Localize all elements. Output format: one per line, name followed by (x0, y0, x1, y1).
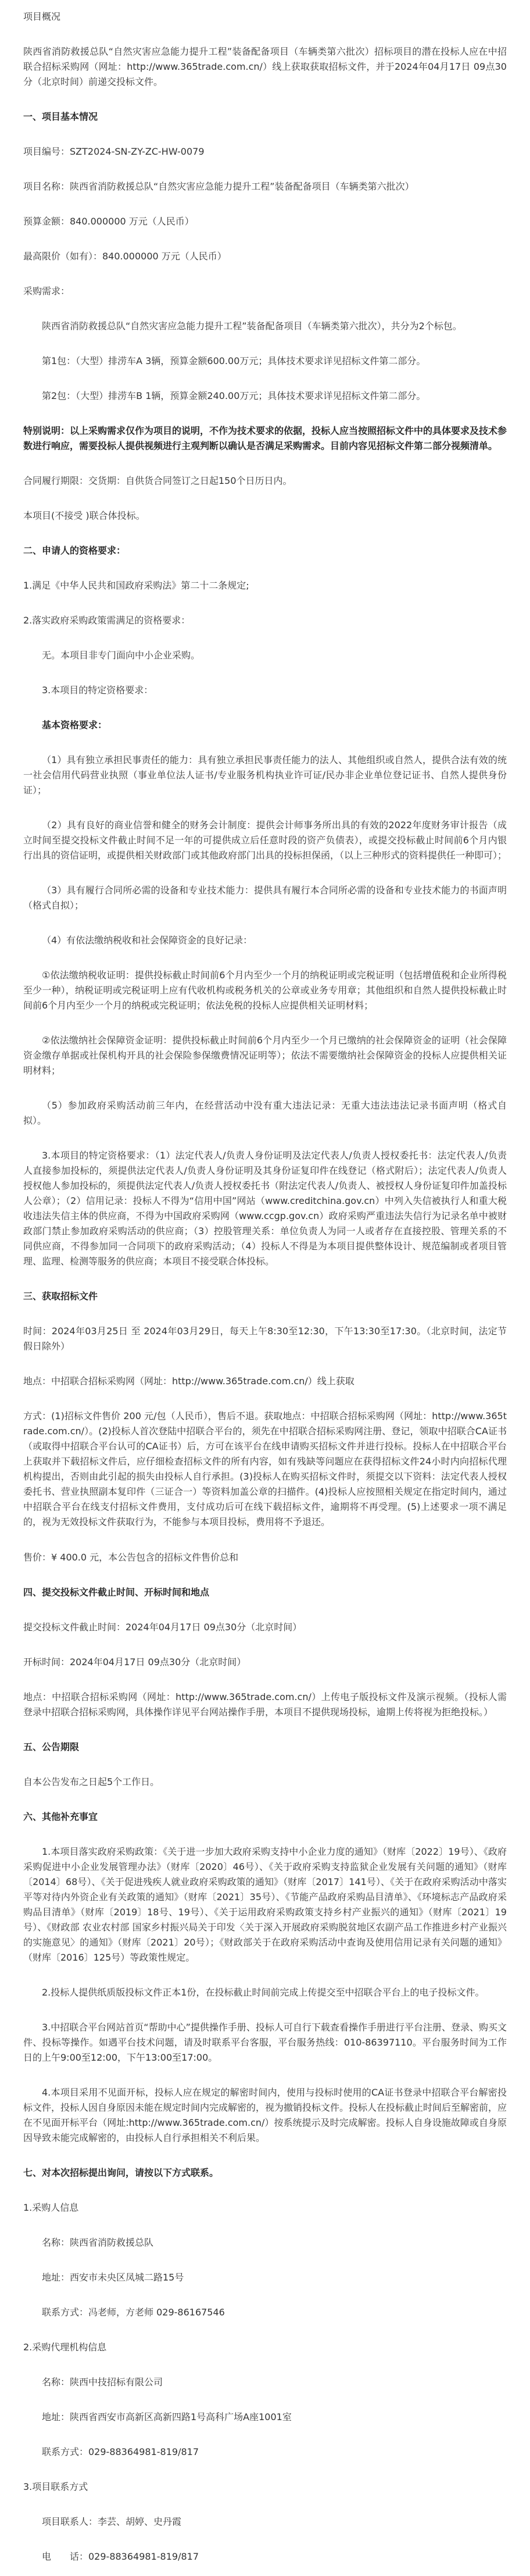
document-paragraph: （2）具有良好的商业信誉和健全的财务会计制度：提供会计师事务所出具的有效的2022年度财务审计报告（成立时间至提交投标文件截止时间不足一年的可提供成立后任意时段的资产负债表），或提交投标截止时间前6个月内银行出具的资信证明，或提供相关财政部门或其他政府部门出具的投标担保函，（以上三种形式的资料提供任一种即可）； (23, 820, 507, 861)
document-paragraph: 方式：(1)招标文件售价 200 元/包（人民币），售后不退。获取地点：中招联合招标采购网（网址：http://www.365trade.com.cn/）。(2)投标人首次登陆中招联合平台的，须先在中招联合招标采购网注册、登记，领取中招联合CA证书（或取得中招联合平台认可的CA证书）后，方可在该平台在线申请购买招标文件并进行投标。投标人在中招联合平台上获取并下载招标文件后，应仔细检查招标文件的所有内容，如有残缺等问题应在获得招标文件24小时内向招标代理机构提出，否则由此引起的损失由投标人自行承担。(3)投标人在购买招标文件时，须提交以下资料：法定代表人授权委托书、营业执照副本复印件（三证合一）等资料加盖公章的扫描件。(4)投标人应按照相关规定在指定时间内，通过中招联合平台在线支付招标文件费用，支付成功后可在线下载招标文件，逾期将不再受理。(5)上述要求一项不满足的，视为无效投标文件获取行为，不能参与本项目投标，费用将不予退还。 (23, 1410, 507, 1528)
document-paragraph: 2.投标人提供纸质版投标文件正本1份，在投标截止时间前完成上传提交至中招联合平台上的电子投标文件。 (42, 1986, 485, 1998)
document-paragraph: （1）具有独立承担民事责任的能力：具有独立承担民事责任能力的法人、其他组织或自然人，提供合法有效的统一社会信用代码营业执照（事业单位法人证书/专业服务机构执业许可证/民办非企业单位登记证书、自然人提供身份证）； (23, 754, 507, 796)
document-paragraph: 项目名称：陕西省消防救援总队“自然灾害应急能力提升工程”装备配备项目（车辆类第六批次） (23, 181, 414, 193)
document-paragraph: 基本资格要求： (42, 719, 108, 731)
document-paragraph: 售价：¥ 400.0 元，本公告包含的招标文件售价总和 (23, 1551, 239, 1563)
document-paragraph: 地址：西安市未央区凤城二路15号 (42, 2271, 184, 2283)
document-paragraph: 时间：2024年03月25日 至 2024年03月29日，每天上午8:30至12:30，下午13:30至17:30。（北京时间，法定节假日除外） (23, 1326, 507, 1352)
document-paragraph: （4）有依法缴纳税收和社会保障资金的良好记录： (42, 935, 253, 946)
section-heading: 二、申请人的资格要求： (23, 545, 126, 557)
document-paragraph: 地点：中招联合招标采购网（网址：http://www.365trade.com.cn/）线上获取 (23, 1376, 354, 1387)
document-paragraph: 1.本项目落实政府采购政策：《关于进一步加大政府采购支持中小企业力度的通知》（财库〔2022〕19号）、《政府采购促进中小企业发展管理办法》（财库〔2020〕46号）、《关于政府采购支持监狱企业发展有关问题的通知》（财库〔2014〕68号）、《关于促进残疾人就业政府采购政策的通知》（财库〔2017〕141号）、《关于在政府采购活动中落实平等对待内外资企业有关政策的通知》（财库〔2021〕35号）、《节能产品政府采购品目清单》、《环境标志产品政府采购品目清单》（财库〔2019〕18号、19号）、《关于运用政府采购政策支持乡村产业振兴的通知》（财库〔2021〕19号）、《财政部 农业农村部 国家乡村振兴局关于印发〈关于深入开展政府采购脱贫地区农副产品工作推进乡村产业振兴的实施意见〉的通知》（财库〔2021〕20号）；《财政部关于在政府采购活动中查询及使用信用记录有关问题的通知》（财库〔2016〕125号）等政策性规定。 (23, 1845, 507, 1963)
document-paragraph: 第2包：（大型）排涝车B 1辆，预算金额240.00万元；具体技术要求详见招标文件第二部分。 (42, 390, 426, 402)
document-paragraph: 陕西省消防救援总队“自然灾害应急能力提升工程”装备配备项目（车辆类第六批次）招标项目的潜在投标人应在中招联合招标采购网（网址：http://www.365trade.com.cn/）线上获取获取招标文件，并于2024年04月17日 09点30分（北京时间）前递交投标文件。 (23, 46, 507, 88)
section-heading: 六、其他补充事宜 (23, 1811, 98, 1822)
document-paragraph: 开标时间：2024年04月17日 09点30分（北京时间） (23, 1656, 246, 1668)
document-paragraph: 自本公告发布之日起5个工作日。 (23, 1776, 160, 1787)
section-heading: 三、获取招标文件 (23, 1291, 98, 1302)
document-paragraph: 2.采购代理机构信息 (23, 2341, 107, 2353)
document-paragraph: 预算金额：840.000000 万元（人民币） (23, 216, 194, 227)
document-paragraph: 名称：陕西中技招标有限公司 (42, 2376, 163, 2388)
document-paragraph: 项目编号：SZT2024-SN-ZY-ZC-HW-0079 (23, 146, 205, 158)
section-heading: 一、项目基本情况 (23, 111, 98, 123)
document-paragraph: 3.本项目的特定资格要求： (42, 685, 153, 696)
document-paragraph: 3.中招联合平台网站首页“帮助中心”提供操作手册、投标人可自行下载查看操作手册进行平台注册、登录、购买文件、投标等操作。如遇平台技术问题，请及时联系平台客服，平台服务热线：010-86397110。平台服务时间为工作日的上午9:00至12:00，下午13:00至17:00。 (23, 2021, 507, 2063)
document-paragraph: 采购需求： (23, 286, 70, 297)
document-paragraph: 联系方式：冯老师，方老师 029-86167546 (42, 2306, 225, 2318)
document-paragraph: 地点：中招联合招标采购网（网址：http://www.365trade.com.cn/）上传电子版投标文件及演示视频。（投标人需登录中招联合招标采购网，具体操作详见平台网站操作手册，本项目不提供现场投标，逾期上传将视为拒绝投标。） (23, 1691, 507, 1718)
document-paragraph: 名称：陕西省消防救援总队 (42, 2236, 154, 2248)
document-paragraph: 无。本项目非专门面向中小企业采购。 (42, 650, 200, 661)
document-paragraph: 联系方式：029-88364981-819/817 (42, 2446, 199, 2457)
section-heading: 四、提交投标文件截止时间、开标时间和地点 (23, 1586, 210, 1598)
document-paragraph: 合同履行期限：交货期：自供货合同签订之日起150个日历日内。 (23, 475, 292, 487)
document-paragraph: 第1包：（大型）排涝车A 3辆，预算金额600.00万元；具体技术要求详见招标文件第二部分。 (42, 355, 426, 367)
document-paragraph: 2.落实政府采购政策需满足的资格要求： (23, 615, 191, 626)
document-paragraph: 项目联系人：李芸、胡婷、史丹霞 (42, 2516, 182, 2527)
document-paragraph: 1.采购人信息 (23, 2201, 79, 2213)
document-paragraph: （3）具有履行合同所必需的设备和专业技术能力：提供具有履行本合同所必需的设备和专业技术能力的书面声明（格式自拟）； (23, 885, 507, 911)
document-paragraph: ②依法缴纳社会保障资金证明：提供投标截止时间前6个月内至少一个月已缴纳的社会保障资金的证明（社会保障资金缴存单据或社保机构开具的社会保险参保缴费情况证明等）；依法不需要缴纳社会保障资金的投标人应提供相关证明材料； (23, 1035, 507, 1077)
document-paragraph: 地址：陕西省西安市高新区高新四路1号高科广场A座1001室 (42, 2411, 292, 2422)
document-paragraph: 陕西省消防救援总队“自然灾害应急能力提升工程”装备配备项目（车辆类第六批次），共分为2个标包。 (42, 320, 462, 332)
document-paragraph: 1.满足《中华人民共和国政府采购法》第二十二条规定; (23, 580, 249, 592)
document-paragraph: 本项目(不接受 )联合体投标。 (23, 510, 145, 522)
document-paragraph: 项目概况 (23, 11, 61, 22)
document-paragraph: 3.本项目的特定资格要求：（1）法定代表人/负责人身份证明及法定代表人/负责人授权委托书：法定代表人/负责人直接参加投标的，须提供法定代表人/负责人身份证明及其身份证复印件在线登记（格式附后）；法定代表人/负责人授权他人参加投标的，须提供法定代表人/负责人授权委托书（附法定代表人/负责人、被授权人身份证复印件加盖投标人公章）；（2）信用记录：投标人不得为“信用中国”网站（www.creditchina.gov.cn）中列入失信被执行人和重大税收违法失信主体的供应商，不得为中国政府采购网（www.ccgp.gov.cn）政府采购严重违法失信行为记录名单中被财政部门禁止参加政府采购活动的供应商；（3）控股管理关系：单位负责人为同一人或者存在直接控股、管理关系的不同供应商，不得参加同一合同项下的政府采购活动；（4）投标人不得是为本项目提供整体设计、规范编制或者项目管理、监理、检测等服务的供应商；本项目不接受联合体投标。 (23, 1150, 507, 1267)
document-paragraph: 3.项目联系方式 (23, 2481, 88, 2492)
document-paragraph: ①依法缴纳税收证明：提供投标截止时间前6个月内至少一个月的纳税证明或完税证明（包括增值税和企业所得税至少一种），纳税证明或完税证明上应有代收机构或税务机关的公章或业务专用章；其他组织和自然人提供投标截止时间前6个月内至少一个月的纳税或完税证明；依法免税的投标人应提供相关证明材料； (23, 970, 507, 1011)
document-paragraph: 特别说明：以上采购需求仅作为项目的说明，不作为技术要求的依据，投标人应当按照招标文件中的具体要求及技术参数进行响应，需要投标人提供视频进行主观判断以确认是否满足采购需求。目前内容见招标文件第二部分视频清单。 (23, 425, 507, 452)
document-paragraph: 电 话：029-88364981-819/817 (42, 2550, 199, 2562)
document-paragraph: 4.本项目采用不见面开标，投标人应在规定的解密时间内，使用与投标时使用的CA证书登录中招联合平台解密投标文件，投标人因自身原因未能在规定时间内完成解密的，视为撤销投标文件。投标人在投标截止时间后至解密前，应在不见面开标平台（网址:http://www.365trade.com.cn/）按系统提示及时完成解密。投标人自身设施故障或自身原因导致未能完成解密的，由投标人自行承担相关不利后果。 (23, 2086, 507, 2143)
document-paragraph: （5）参加政府采购活动前三年内，在经营活动中没有重大违法记录：无重大违法违法记录书面声明（格式自拟）。 (23, 1100, 507, 1127)
document-paragraph: 提交投标文件截止时间：2024年04月17日 09点30分（北京时间） (23, 1621, 302, 1633)
section-heading: 七、对本次招标提出询问，请按以下方式联系。 (23, 2167, 219, 2178)
section-heading: 五、公告期限 (23, 1741, 80, 1752)
document-paragraph: 最高限价（如有）：840.000000 万元（人民币） (23, 251, 227, 262)
